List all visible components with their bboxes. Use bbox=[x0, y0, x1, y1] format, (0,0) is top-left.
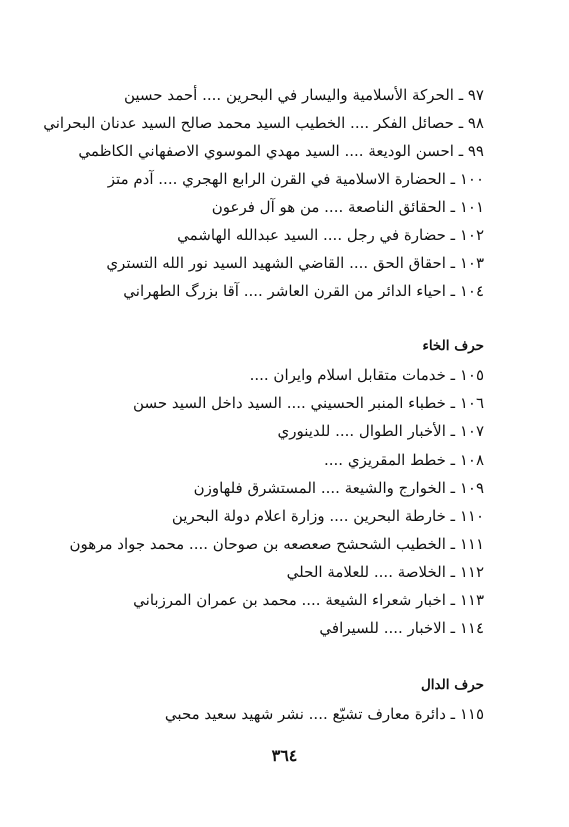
page-number: ٣٦٤ bbox=[271, 746, 298, 765]
list-item: ١١٤ ـ الاخبار .... للسيرافي bbox=[319, 619, 484, 637]
list-item: ١٠٣ ـ احقاق الحق .... القاضي الشهيد السيد نور الله التستري bbox=[106, 254, 484, 272]
list-item: ١٠١ ـ الحقائق الناصعة .... من هو آل فرعون bbox=[211, 198, 484, 216]
list-item: ٩٩ ـ احسن الوديعة .... السيد مهدي الموسوي الاصفهاني الكاظمي bbox=[78, 142, 484, 160]
list-item: ٩٧ ـ الحركة الأسلامية واليسار في البحرين .... أحمد حسين bbox=[123, 86, 484, 104]
list-item: ٩٨ ـ حصائل الفكر .... الخطيب السيد محمد صالح السيد عدنان البحراني bbox=[43, 114, 484, 132]
list-item: ١٠٦ ـ خطباء المنبر الحسيني .... السيد داخل السيد حسن bbox=[133, 394, 484, 412]
list-item: ١١٠ ـ خارطة البحرين .... وزارة اعلام دولة البحرين bbox=[171, 507, 484, 525]
list-item: ١٠٩ ـ الخوارج والشيعة .... المستشرق فلهاوزن bbox=[193, 479, 484, 497]
list-item: ١١٣ ـ اخبار شعراء الشيعة .... محمد بن عمران المرزباني bbox=[133, 591, 484, 609]
list-item: ١٠٧ ـ الأخبار الطوال .... للدينوري bbox=[277, 422, 484, 440]
section-heading: حرف الدال bbox=[421, 677, 484, 693]
list-item: ١١٥ ـ دائرة معارف تشيّع .... نشر شهيد سعيد محبي bbox=[164, 705, 484, 723]
list-item: ١١١ ـ الخطيب الشحشح صعصعه بن صوحان .... محمد جواد مرهون bbox=[69, 535, 484, 553]
list-item: ١١٢ ـ الخلاصة .... للعلامة الحلي bbox=[286, 563, 484, 581]
list-item: ١٠٢ ـ حضارة في رجل .... السيد عبدالله الهاشمي bbox=[177, 226, 484, 244]
list-item: ١٠٠ ـ الحضارة الاسلامية في القرن الرابع الهجري .... آدم متز bbox=[107, 170, 484, 188]
list-item: ١٠٨ ـ خطط المقريزي .... bbox=[324, 451, 484, 469]
section-heading: حرف الخاء bbox=[422, 338, 484, 354]
list-item: ١٠٤ ـ احياء الدائر من القرن العاشر .... آقا بزرگ الطهراني bbox=[123, 282, 484, 300]
list-item: ١٠٥ ـ خدمات متقابل اسلام وايران .... bbox=[249, 366, 484, 384]
